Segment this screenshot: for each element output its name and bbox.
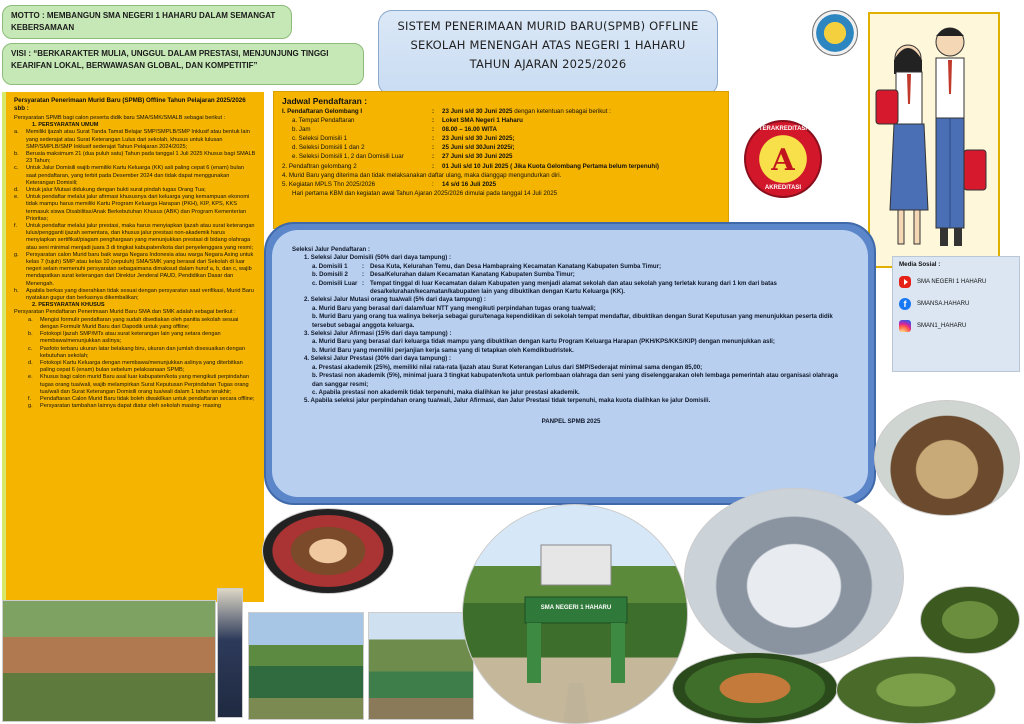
- khusus-intro: Persyaratan Pendaftaran Penerimaan Murid Baru SMA dan SMK adalah sebagai berikut :: [14, 309, 236, 316]
- instagram-icon: [899, 320, 911, 332]
- selection-item: c. Apabila prestasi non akademik tidak terpenuhi, maka dialihkan ke jalur prestasi akademik.: [312, 388, 580, 396]
- schedule-rows: [282, 107, 720, 171]
- domisili-row: [312, 271, 850, 279]
- photo-planting: [836, 656, 996, 724]
- requirements-heading: Persyaratan Penerimaan Murid Baru (SPMB) Offline Tahun Pelajaran 2025/2026 sbb :: [14, 97, 246, 112]
- schedule-row: [282, 143, 720, 152]
- schedule-label: I. Pendaftaran Gelombang I: [282, 108, 363, 115]
- social-facebook[interactable]: [899, 298, 1013, 310]
- schedule-row: [282, 162, 720, 171]
- selection-content: [272, 230, 868, 497]
- selection-item: a. Murid Baru yang berasal dari keluarga tidak mampu yang dibuktikan dengan kartu Program Keluarga Harapan (PKH/KPS/KKS/KIP) dengan menunjukkan asli;: [312, 338, 775, 346]
- colon: :: [432, 126, 435, 134]
- social-youtube[interactable]: [899, 276, 1013, 288]
- youtube-icon: [899, 276, 911, 288]
- photo-mpls-stage: [262, 508, 394, 594]
- umum-title: 1. PERSYARATAN UMUM: [32, 122, 99, 129]
- photo-computer-lab: [684, 488, 904, 666]
- schedule-label: c. Seleksi Domisili 1: [292, 135, 348, 143]
- requirement-item: [14, 165, 256, 187]
- schedule-date: 23 Juni s/d 30 Juni 2025: [442, 108, 513, 115]
- requirement-letter: e.: [28, 374, 33, 381]
- title-line-2: SEKOLAH MENENGAH ATAS NEGERI 1 HAHARU: [410, 38, 686, 52]
- social-title: Media Sosial :: [899, 261, 941, 268]
- photo-outdoor-activity: [920, 586, 1020, 654]
- khusus-list: [14, 317, 256, 411]
- schedule-value: [442, 134, 720, 143]
- schedule-date: 08.00 – 16.00 WITA: [442, 126, 497, 134]
- schedule-label: 2. Pendaftran gelombang 2: [282, 162, 357, 170]
- colon: :: [432, 108, 435, 115]
- requirement-text: Apabila berkas yang diserahkan tidak sesuai dengan persyaratan saat verifikasi, Murid Baru nyatakan gugur dan berkasnya dikembalikan;: [26, 287, 254, 302]
- title-line-3: TAHUN AJARAN 2025/2026: [469, 57, 627, 71]
- requirement-text: Untuk pendaftar melalui jalur prestasi, maka harus menyiapkan ijazah atau surat keterangan lulus/pengganti ijazah sementara, dan khusus jalur prestasi non-akademik harus menyiapkan sertifikat/piagam penghargaan yang menunjukkan prestasi di bidang olahraga atau seni minimal menjadi juara 3 di tingkat kabupaten/kota dari penyelenggara yang resmi;: [26, 223, 255, 251]
- requirement-item: [14, 288, 256, 302]
- colon: :: [432, 144, 435, 152]
- domisili-value: Tempat tinggal di luar Kecamatan dalam Kabupaten yang menjadi alamat sekolah dan atau sekolah yang terletak kurang dari 1 km dari batas desa/kelurahan/kecamatan/kabupaten lain yang dibuktikan dengan Kartu Keluarga (KK).: [370, 279, 777, 296]
- mpls-date: 14 s/d 16 Juli 2025: [442, 180, 497, 188]
- requirement-letter: a.: [14, 129, 19, 136]
- schedule-label: b. Jam: [292, 126, 311, 134]
- requirement-item: [14, 187, 256, 194]
- requirement-text: Untuk Jalur Domisili wajib memiliki Kartu Keluarga (KK) asli paling cepat 6 (enam) bulan saat pendaftaran, yang terbit pada Desember 2024 dan tidak dapat menggunakan Keterangan Domisili;: [26, 165, 244, 186]
- colon: :: [432, 135, 435, 143]
- schedule-date: Loket SMA Negeri 1 Haharu: [442, 117, 523, 125]
- requirement-item: [28, 360, 256, 374]
- jalur-domisili-title: 1. Seleksi Jalur Domisili (50% dari daya tampung) :: [304, 254, 451, 262]
- prestasi-list: [292, 364, 850, 398]
- domisili-label: b. Domisili 2: [312, 271, 348, 279]
- photo-sports-team: [248, 612, 364, 720]
- schedule-label: d. Seleksi Domisili 1 dan 2: [292, 144, 365, 152]
- colon: :: [432, 162, 435, 170]
- schedule-label: e. Seleksi Domisili 1, 2 dan Domisili Luar: [292, 153, 404, 161]
- schedule-date: 01 Juli s/d 10 Juli 2025 ( Jika Kuota Gelombang Pertama belum terpenuhi): [442, 162, 659, 170]
- schedule-row: [282, 134, 720, 143]
- requirement-item: [28, 346, 256, 360]
- requirement-item: [28, 374, 256, 396]
- schedule-value: [442, 143, 720, 152]
- schedule-heading: Jadwal Pendaftaran :: [282, 96, 368, 106]
- photo-teacher-standing: [217, 588, 243, 718]
- instagram-label: SMAN1_HAHARU: [917, 323, 967, 329]
- title-line-1: SISTEM PENERIMAAN MURID BARU(SPMB) OFFLINE: [397, 19, 699, 33]
- selection-item: a. Murid Baru yang berasal dari dalam/luar NTT yang mengikuti perpindahan tugas orang tua/wali;: [312, 304, 596, 312]
- colon: :: [432, 153, 435, 161]
- schedule-line-6: Hari pertama KBM dan kegiatan awal Tahun Ajaran 2025/2026 dimulai pada tanggal 14 Juli 2025: [292, 189, 558, 197]
- schedule-value: [442, 125, 720, 134]
- poster-title: [378, 10, 718, 96]
- colon: :: [362, 271, 365, 279]
- requirement-text: Mengisi formulir pendaftaran yang sudah disediakan oleh panitia sekolah sesuai dengan Formulir Murid Baru dari Dapodik untuk yang offline;: [40, 316, 239, 330]
- badge-top-text: TERAKREDITASI: [758, 126, 808, 132]
- requirement-item: [14, 223, 256, 252]
- requirement-letter: c.: [14, 165, 19, 172]
- requirement-item: [14, 194, 256, 223]
- requirement-text: Untuk jalur Mutasi didukung dengan bukti surat pindah tugas Orang Tua;: [26, 187, 206, 194]
- photo-workshop: [874, 400, 1020, 516]
- requirement-letter: h.: [14, 287, 19, 294]
- badge-bottom-text: AKREDITASI: [764, 185, 802, 191]
- requirements-intro: Persyaratan SPMB bagi calon peserta didik baru SMA/SMK/SMALB sebagai berikut :: [14, 115, 226, 121]
- requirement-text: Fotokopi Ijazah SMP/MTs atau surat keterangan lain yang setara dengan membawa/menunjukkan aslinya;: [40, 331, 221, 345]
- requirement-letter: d.: [28, 359, 33, 366]
- requirement-item: [28, 403, 256, 410]
- schedule-note: dengan ketentuan sebagai berikut :: [512, 108, 611, 115]
- schedule-value: [442, 162, 720, 171]
- requirement-text: Fotokopi Kartu Keluarga dengan membawa/menunjukkan aslinya yang diterbitkan paling cepat 6 (enam) bulan sebelum pelaksanaan SPMB;: [40, 359, 243, 374]
- selection-item: b. Murid Baru yang memiliki perjanjian kerja sama yang di tetapkan oleh Kemdikbudristek.: [312, 346, 574, 354]
- domisili-row: [312, 280, 850, 297]
- selection-panel: [264, 222, 876, 505]
- schedule-date: 27 Juni s/d 30 Juni 2025: [442, 153, 513, 161]
- umum-list: [14, 129, 256, 302]
- domisili-row: [312, 263, 850, 271]
- domisili-value: Desa/Kelurahan dalam Kecamatan Kanatang Kabupaten Sumba Timur;: [370, 271, 575, 279]
- photo-school-gate: [462, 504, 688, 724]
- jalur-prestasi-title: 4. Seleksi Jalur Prestasi (30% dari daya tampung) :: [304, 355, 451, 363]
- requirement-text: Persyaratan calon Murid baru baik warga Negara Indonesia atau warga Negara Asing untuk kelas 7 (tujuh) SMP atau kelas 10 (sepuluh) SMA/SMK yang berasal dari Sekolah di luar negeri selain memenuhi persyaratan sebagaimana dimaksud dalam huruf a, b, dan c, wajib mendapatkan surat keterangan dari Direktur Jenderal PAUD, Pendidikan Dasar dan Menengah.: [26, 251, 254, 287]
- requirement-letter: a.: [28, 316, 33, 323]
- afirmasi-list: [292, 338, 850, 355]
- domisili-list: [292, 263, 850, 297]
- requirement-letter: c.: [28, 345, 33, 352]
- selection-heading: Seleksi Jalur Pendaftaran :: [292, 246, 370, 253]
- selection-item: b. Prestasi non akademik (5%), minimal juara 3 tingkat kabupaten/kota untuk perlombaan olahraga dan seni yang diselenggarakan oleh lembaga pemerintah atau organisasi olahraga dan sanggar resmi;: [312, 372, 838, 388]
- requirement-item: [14, 129, 256, 151]
- colon: :: [362, 262, 365, 270]
- motto-text: MOTTO : MEMBANGUN SMA NEGERI 1 HAHARU DALAM SEMANGAT KEBERSAMAAN: [11, 11, 276, 32]
- schedule-row: [282, 125, 720, 134]
- domisili-label: a. Domisili 1: [312, 262, 348, 270]
- badge-letter: A: [771, 143, 795, 178]
- schedule-row: [282, 152, 720, 161]
- domisili-label: c. Domisili Luar: [312, 279, 358, 287]
- requirement-item: [14, 151, 256, 165]
- requirement-letter: g.: [28, 403, 33, 410]
- requirement-item: [28, 317, 256, 331]
- requirement-text: Persyaratan tambahan lainnya dapat diatur oleh sekolah masing- masing: [40, 403, 221, 410]
- motto-box: [2, 5, 292, 39]
- schedule-date: 23 Juni s/d 30 Juni 2025;: [442, 135, 515, 143]
- jalur-afirmasi-title: 3. Seleksi Jalur Afirmasi (15% dari daya tampung) :: [304, 330, 452, 338]
- colon: :: [432, 180, 434, 188]
- photo-students-group: [368, 612, 474, 720]
- accreditation-badge: [744, 120, 822, 198]
- youtube-label: SMA NEGERI 1 HAHARU: [917, 279, 987, 285]
- requirement-text: Pendaftaran Calon Murid Baru tidak boleh diwakilkan untuk pendaftaran secara offline;: [40, 395, 255, 402]
- students-illustration: [868, 12, 1000, 268]
- mutasi-list: [292, 305, 850, 330]
- requirement-item: [14, 252, 256, 288]
- selection-item: a. Prestasi akademik (25%), memiliki nilai rata-rata Ijazah atau Surat Keterangan Lulus dari SMP/Sederajat minimal sama dengan 85,00;: [312, 363, 703, 371]
- facebook-label: SMANSA.HAHARU: [917, 301, 970, 307]
- students-drawing: [870, 14, 998, 266]
- school-gate-drawing: [463, 505, 688, 724]
- schedule-line-4: 4. Murid Baru yang diterima dan tidak melaksanakan daftar ulang, maka dianggap mengundurkan diri.: [282, 171, 562, 179]
- school-logo: [812, 10, 858, 56]
- facebook-icon: f: [899, 298, 911, 310]
- schedule-row: [282, 107, 720, 116]
- requirement-letter: b.: [14, 151, 19, 158]
- schedule-label: a. Tempat Pendaftaran: [292, 117, 355, 125]
- selection-note: 5. Apabila seleksi jalur perpindahan orang tua/wali, Jalur Afirmasi, dan Jalur Prestasi tidak terpenuhi, maka kuota dialihkan ke jalur Domisili.: [304, 397, 711, 405]
- mpls-label: 5. Kegiatan MPLS Thn 2025/2026: [282, 180, 376, 188]
- requirement-letter: f.: [14, 223, 18, 230]
- requirement-text: Untuk pendaftar melalui jalur afirmasi khususnya dari keluarga yang kemampuan ekonomi tidak mampu harus memiliki Kartu Program Keluarga Harapan (PKH), KIP, KPS, KKS termasuk siswa Disabilitas/Anak Berkebutuhan Khusus (ABK) dan Program Kementerian Prioritas;: [26, 194, 250, 222]
- schedule-value: [442, 116, 720, 125]
- requirement-letter: g.: [14, 251, 19, 258]
- khusus-title: 2. PERSYARATAN KHUSUS: [32, 302, 105, 309]
- colon: :: [432, 117, 435, 125]
- schedule-row: [282, 116, 720, 125]
- requirement-letter: b.: [28, 331, 33, 338]
- photo-garden-class: [672, 652, 838, 724]
- photo-students-gathering: [2, 600, 216, 722]
- requirement-item: [28, 331, 256, 345]
- requirement-text: Berusia maksimum 21 (dua puluh satu) Tahun pada tanggal 1 Juli 2025 Khusus bagi SMALB 23 Tahun;: [26, 151, 256, 165]
- visi-box: [2, 43, 364, 85]
- jalur-mutasi-title: 2. Seleksi Jalur Mutasi orang tua/wali (5% dari daya tampung) :: [304, 296, 486, 304]
- requirement-text: Khusus bagi calon murid Baru asal luar kabupaten/kota yang mengikuti perpindahan tugas orang tua/wali, wajib melampirkan Surat Keputusan Perpindahan Tugas orang tua/wali dan Surat Keterangan Domisili orang tua/wali dalam 1 tahun terakhir;: [40, 374, 249, 395]
- social-media-panel: [892, 256, 1020, 372]
- requirement-letter: e.: [14, 194, 19, 201]
- requirement-text: Memiliki ijazah atau Surat Tanda Tamat Belajar SMP/SMPLB/SMP Inklusif atau bentuk lain yang sederajat atau Surat Keterangan Lulus dari sekolah, khusus untuk lulusan SMP/SMPLB/SMP Inklusif sederajat Tahun Pelajaran 2024/2025;: [26, 129, 250, 150]
- requirement-letter: d.: [14, 187, 19, 194]
- schedule-line-5: [282, 180, 720, 189]
- visi-text: VISI : “BERKARAKTER MULIA, UNGGUL DALAM PRESTASI, MENJUNJUNG TINGGI KEARIFAN LOKAL, BERWAWASAN GLOBAL, DAN KOMPETITIF”: [11, 49, 329, 70]
- selection-item: b. Murid Baru yang orang tua walinya bekerja sebagai guru/tenaga kependidikan di sekolah tempat mendaftar, dibuktikan dengan Surat Keputusan yang menunjukkan peserta didik tersebut sebagai anggota keluarga.: [312, 313, 833, 329]
- panpel-signature: PANPEL SPMB 2025: [541, 417, 601, 425]
- schedule-panel: [273, 91, 729, 229]
- requirements-panel: [2, 92, 264, 602]
- domisili-value: Desa Kuta, Kelurahan Temu, dan Desa Hambapraing Kecamatan Kanatang Kabupaten Sumba Timur;: [370, 262, 661, 270]
- social-instagram[interactable]: [899, 320, 1013, 332]
- colon: :: [362, 279, 365, 287]
- school-gate-sign: SMA NEGERI 1 HAHARU: [540, 605, 612, 611]
- schedule-value: [442, 152, 720, 161]
- requirement-text: Pasfoto terbaru ukuran latar belakang biru, ukuran dan jumlah disesuaikan dengan kebutuhan sekolah;: [40, 345, 245, 359]
- schedule-value: [442, 107, 720, 116]
- requirement-item: [28, 396, 256, 403]
- schedule-date: 25 Juni s/d 30Juni 2025/;: [442, 144, 515, 152]
- requirement-letter: f.: [28, 395, 32, 402]
